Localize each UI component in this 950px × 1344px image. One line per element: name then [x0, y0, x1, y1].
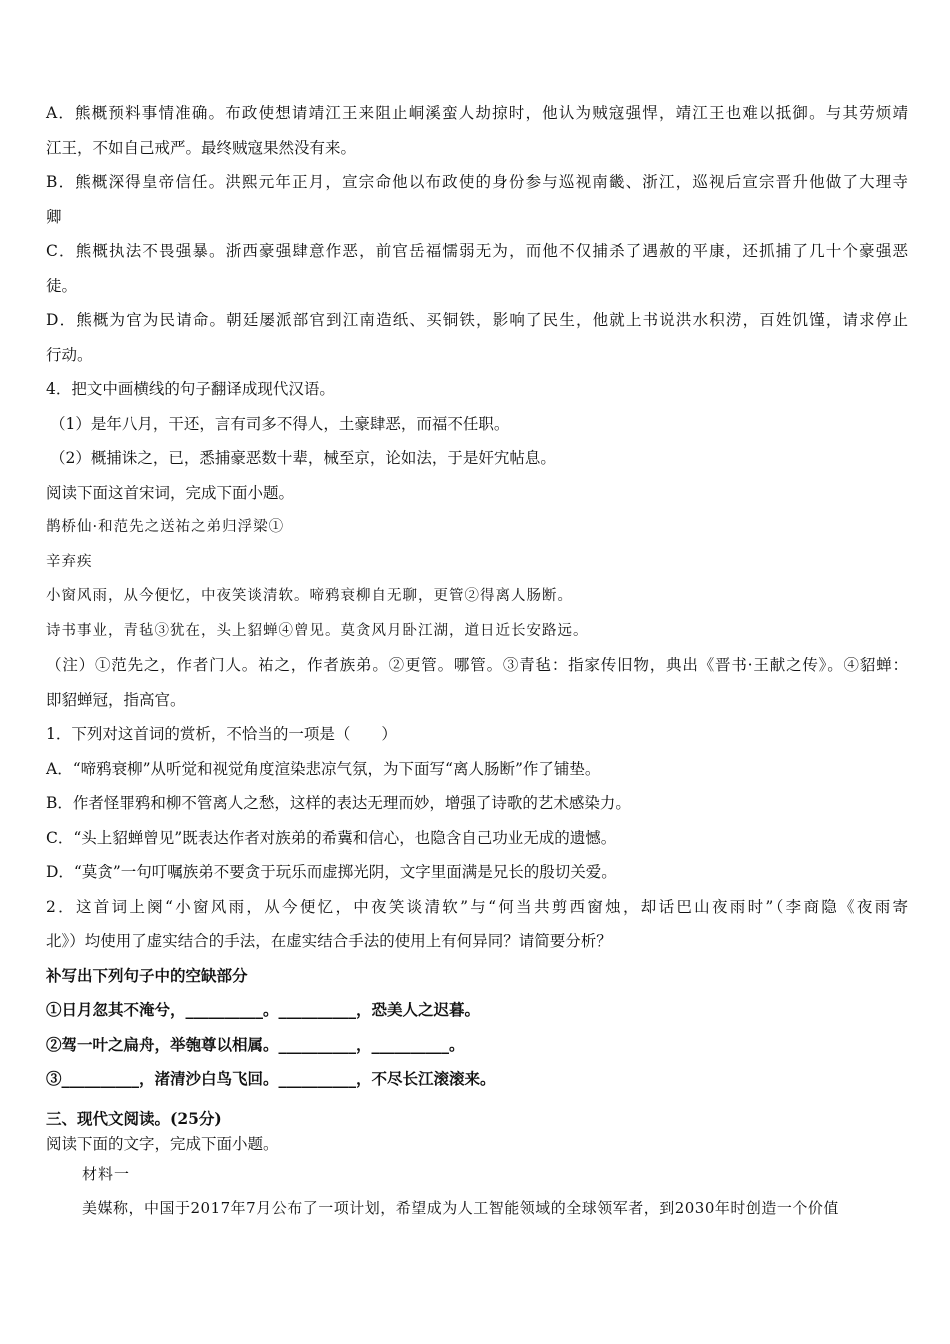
option-c-line1: C．熊概执法不畏强暴。浙西豪强肆意作恶，前官岳福懦弱无为，而他不仅捕杀了遇赦的平康，还抓捕了几十个豪强恶 [46, 242, 908, 260]
section3-heading: 三、现代文阅读。(25分) [46, 1108, 222, 1128]
poem-note-line2: 即貂蝉冠，指高官。 [46, 690, 186, 709]
poem-q2-line2: 北》）均使用了虚实结合的手法，在虚实结合手法的使用上有何异同？请简要分析？ [46, 932, 612, 950]
poem-q2-line1: 2．这首词上阕“小窗风雨，从今便忆，中夜笑谈清软”与“何当共剪西窗烛，却话巴山夜雨时”（李商隐《夜雨寄 [46, 897, 908, 916]
poem-intro: 阅读下面这首宋词，完成下面小题。 [46, 483, 295, 502]
fill-blanks-item1: ①日月忽其不淹兮，__________。__________，恐美人之迟暮。 [46, 1000, 481, 1019]
section3-intro: 阅读下面的文字，完成下面小题。 [46, 1134, 279, 1153]
poem-q1-prompt: 1．下列对这首词的赏析，不恰当的一项是（ ） [46, 725, 397, 743]
question4-prompt: 4．把文中画横线的句子翻译成现代汉语。 [46, 380, 335, 398]
poem-q1-option-c: C．“头上貂蝉曾见”既表达作者对族弟的希冀和信心，也隐含自己功业无成的遗憾。 [46, 828, 617, 847]
option-b-line2: 卿 [46, 207, 62, 226]
poem-question2 [46, 890, 908, 959]
option-c-line2: 徒。 [46, 276, 78, 295]
poem-question1 [46, 717, 908, 890]
option-d-line2: 行动。 [46, 345, 93, 364]
poem-section [46, 476, 908, 718]
poem-q1-option-a: A．“啼鸦衰柳”从听觉和视觉角度渲染悲凉气氛，为下面写“离人肠断”作了铺垫。 [46, 759, 601, 778]
poem-author: 辛弃疾 [46, 553, 93, 570]
poem-line2: 诗书事业，青毡③犹在，头上貂蝉④曾见。莫贪风月卧江湖，道日近长安路远。 [46, 622, 589, 639]
option-a-line1: A．熊概预料事情准确。布政使想请靖江王来阻止峒溪蛮人劫掠时，他认为贼寇强悍，靖江王也难以抵御。与其劳烦靖 [46, 104, 908, 122]
document-page [46, 96, 908, 1226]
fill-blanks-section [46, 959, 908, 1097]
poem-q1-option-d: D．“莫贪”一句叮嘱族弟不要贪于玩乐而虚掷光阴，文字里面满是兄长的殷切关爱。 [46, 863, 617, 881]
option-d [46, 303, 908, 372]
option-b [46, 165, 908, 234]
material-title: 材料一 [82, 1164, 131, 1183]
question4-sentence1: （1）是年八月，干还，言有司多不得人，土豪肆恶，而福不任职。 [50, 414, 510, 433]
section3 [46, 1107, 908, 1226]
question4-sentence2: （2）概捕诛之，已，悉捕豪恶数十辈，械至京，论如法，于是奸宄帖息。 [50, 449, 556, 467]
poem-q1-option-b: B．作者怪罪鸦和柳不管离人之愁，这样的表达无理而妙，增强了诗歌的艺术感染力。 [46, 794, 631, 812]
poem-line1: 小窗风雨，从今便忆，中夜笑谈清软。啼鸦衰柳自无聊，更管②得离人肠断。 [46, 588, 573, 604]
question4 [46, 372, 908, 476]
option-b-line1: B．熊概深得皇帝信任。洪熙元年正月，宣宗命他以布政使的身份参与巡视南畿、浙江，巡视后宣宗晋升他做了大理寺 [46, 173, 908, 191]
material-line1: 美媒称，中国于2017年7月公布了一项计划，希望成为人工智能领域的全球领军者，到2030年时创造一个价值 [82, 1199, 839, 1217]
option-d-line1: D．熊概为官为民请命。朝廷屡派部官到江南造纸、买铜铁，影响了民生，他就上书说洪水积涝，百姓饥馑，请求停止 [46, 311, 908, 329]
poem-title: 鹊桥仙·和范先之送祐之弟归浮梁① [46, 519, 285, 535]
question3-options [46, 96, 908, 372]
fill-blanks-item2: ②驾一叶之扁舟，举匏尊以相属。__________，__________。 [46, 1034, 465, 1054]
option-c [46, 234, 908, 303]
option-a-line2: 江王，不如自己戒严。最终贼寇果然没有来。 [46, 138, 357, 157]
option-a [46, 96, 908, 165]
fill-blanks-title: 补写出下列句子中的空缺部分 [46, 965, 248, 985]
fill-blanks-item3: ③__________，渚清沙白鸟飞回。__________，不尽长江滚滚来。 [46, 1069, 496, 1088]
poem-note-line1: （注）①范先之，作者门人。祐之，作者族弟。②更管。哪管。③青毡：指家传旧物，典出《晋书·王献之传》。④貂蝉： [46, 656, 908, 674]
